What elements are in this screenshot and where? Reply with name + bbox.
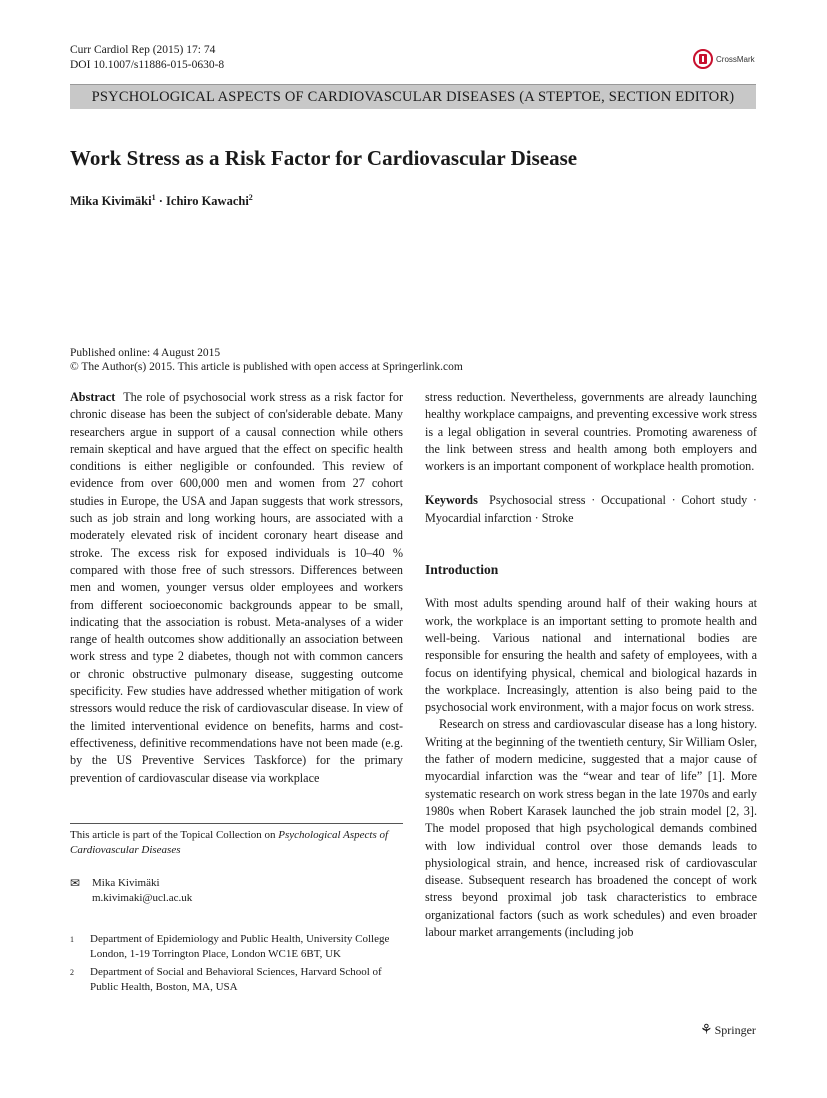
- affiliation-1: Department of Epidemiology and Public Health, University College London, 1-19 Torrington Place, London WC1E 6BT, UK: [90, 933, 390, 960]
- abstract-continuation: stress reduction. Nevertheless, governments are already launching healthy workplace campaigns, and preventing excessive work stress is a legal obligation in several countries. Promoting awareness of the link between stress and health among both employers and workers is an important component of workplace health promotion.: [425, 390, 757, 474]
- topical-collection-name[interactable]: Psychological Aspects of Cardiovascular Diseases: [70, 829, 389, 856]
- affiliation-number: 1: [70, 935, 74, 944]
- copyright-line: © The Author(s) 2015. This article is published with open access at Springerlink.com: [70, 361, 463, 373]
- abstract-paragraph: [70, 389, 403, 787]
- contact-email[interactable]: m.kivimaki@ucl.ac.uk: [92, 891, 193, 904]
- left-column: [70, 389, 403, 787]
- contact-name: Mika Kivimäki: [92, 877, 160, 889]
- author-list: [70, 193, 253, 209]
- published-date: Published online: 4 August 2015: [70, 347, 221, 359]
- abstract-text: The role of psychosocial work stress as a risk factor for chronic disease has been the subject of con'siderable debate. Many researchers argue in support of a causal connection while others remain skeptical and have argued that the effect on specific health conditions is either negligible or confounded. This review of evidence from over 600,000 men and women from 27 cohort studies in Europe, the USA and Japan suggests that work stressors, such as job strain and long working hours, are associated with a moderately elevated risk of incident coronary heart disease and stroke. The excess risk for exposed individuals is 10–40 % compared with those free of such stressors. Differences between men and women, younger versus older employees and workers from different socioeconomic backgrounds appear to be small, indicating that the association is robust. Meta-analyses of a wider range of health outcomes show additionally an association between work stress and type 2 diabetes, though not with common cancers or chronic obstructive pulmonary disease, suggesting outcome specificity. Few studies have addressed whether mitigation of work stressors would reduce the risk of cardiovascular disease. In view of the limited interventional evidence on benefits, harms and cost-effectiveness, definitive recommendations have not been made (e.g. by the US Preventive Services Taskforce) for the primary prevention of cardiovascular disease via workplace: [70, 390, 403, 785]
- footnote-divider: [70, 823, 403, 824]
- author-name[interactable]: Ichiro Kawachi: [166, 194, 249, 209]
- keywords-text: Psychosocial stress · Occupational · Cohort study · Myocardial infarction · Stroke: [425, 493, 757, 525]
- right-column: [425, 389, 757, 941]
- author-affiliation-ref: 1: [151, 193, 156, 202]
- journal-line: Curr Cardiol Rep (2015) 17: 74: [70, 44, 216, 56]
- introduction-paragraph: Research on stress and cardiovascular disease has a long history. Writing at the beginning of the twentieth century, Sir William Osler, the father of modern medicine, suggested that a major cause of myocardial infarction was the “wear and tear of life” [1]. More systematic research on work stress began in the late 1970s and early 1980s when Robert Karasek launched the job strain model [2, 3]. The model proposed that high psychological demands combined with low individual control over those demands leads to physiological strain, and hence, increased risk of cardiovascular disease. Subsequent research has broadened the concept of work stress beyond proximal job task characteristics to embrace organizational factors (such as work schedules) and even broader labour market arrangements (including job: [425, 717, 758, 940]
- topical-prefix: This article is part of the Topical Collection on: [70, 829, 279, 841]
- introduction-paragraph: With most adults spending around half of their waking hours at work, the workplace is an important setting to promote health and well-being. Various national and international bodies are responsible for ensuring the health and safety of employees, with a focus on identifying physical, chemical and biological hazards in the workplace. Increasingly, attention is also being paid to the psychosocial work environment, with a major focus on work stress.: [425, 596, 757, 715]
- crossmark-label: CrossMark: [716, 54, 755, 64]
- email-icon: ✉: [70, 876, 81, 890]
- journal-citation: [70, 43, 224, 73]
- introduction-heading: Introduction: [425, 562, 499, 578]
- keywords-label: Keywords: [425, 493, 478, 508]
- corresponding-author: [92, 876, 192, 905]
- crossmark-icon: [693, 49, 713, 69]
- abstract-label: Abstract: [70, 390, 116, 404]
- keywords-paragraph: [425, 492, 757, 527]
- author-name[interactable]: Mika Kivimäki: [70, 194, 152, 209]
- publication-info: [70, 346, 463, 374]
- publisher-logo: [700, 1022, 756, 1039]
- doi-line: DOI 10.1007/s11886-015-0630-8: [70, 59, 225, 71]
- affiliation-number: 2: [70, 968, 74, 977]
- crossmark-badge[interactable]: [693, 48, 757, 70]
- author-separator: ·: [158, 194, 163, 209]
- topical-collection-note: [70, 828, 403, 857]
- article-title: Work Stress as a Risk Factor for Cardiovascular Disease: [70, 146, 578, 170]
- author-affiliation-ref: 2: [248, 193, 253, 202]
- section-bar: PSYCHOLOGICAL ASPECTS OF CARDIOVASCULAR DISEASES (A STEPTOE, SECTION EDITOR): [70, 84, 756, 109]
- affiliation-2: Department of Social and Behavioral Sciences, Harvard School of Public Health, Boston, MA, USA: [90, 966, 382, 993]
- springer-horse-icon: ⚘: [700, 1023, 713, 1038]
- publisher-name: Springer: [714, 1023, 756, 1037]
